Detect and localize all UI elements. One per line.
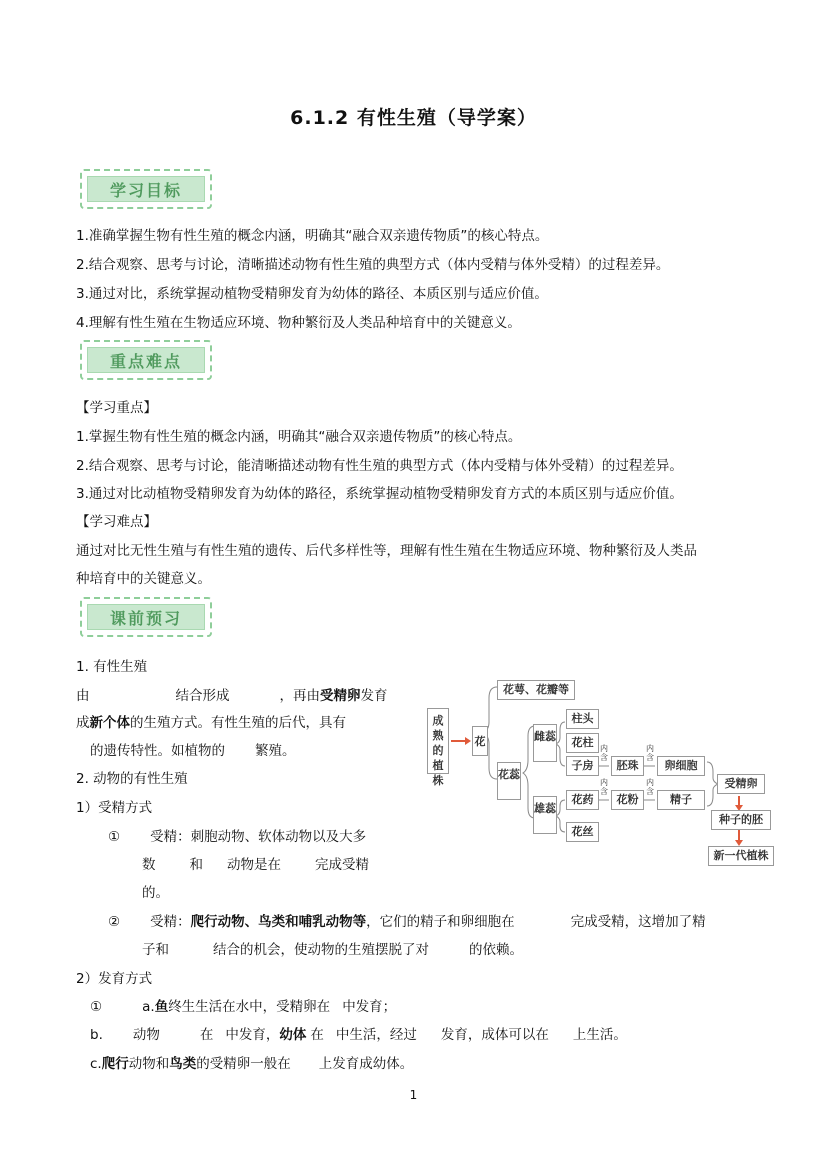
box-mature-plant: 成熟的植株 [427, 708, 449, 774]
q1-line-3: 的遗传特性。如植物的 繁殖。 [90, 743, 296, 759]
goal-2: 2.结合观察、思考与讨论，清晰描述动物有性生殖的典型方式（体内受精与体外受精）的过程差异。 [76, 257, 670, 273]
q2-fert-2-cont: 子和 结合的机会，使动物的生殖摆脱了对 的依赖。 [142, 942, 523, 958]
difficulty-heading: 【学习难点】 [76, 514, 157, 530]
q2-dev-2: b. 动物 在 中发育，幼体 在 中生活，经过 发育，成体可以在 上生活。 [90, 1027, 627, 1043]
q2-dev-3: c.爬行动物和鸟类的受精卵一般在 上发育成幼体。 [90, 1056, 414, 1072]
focus-3: 3.通过对比动植物受精卵发育为幼体的路径，系统掌握动植物受精卵发育方式的本质区别与适应价值。 [76, 486, 683, 502]
box-egg-cell: 卵细胞 [657, 756, 705, 776]
page-number: 1 [409, 1088, 418, 1102]
box-seed-embryo: 种子的胚 [711, 810, 771, 830]
goal-4: 4.理解有性生殖在生物适应环境、物种繁衍及人类品种培育中的关键意义。 [76, 315, 521, 331]
box-pollen: 花粉 [611, 790, 644, 810]
q1-line-1: 由 结合形成 ，再由受精卵发育 [76, 688, 388, 704]
section-badge-key-points [80, 340, 212, 380]
box-style: 花柱 [566, 733, 599, 753]
contains-note-1: 内含 [600, 744, 608, 762]
difficulty-line-2: 种培育中的关键意义。 [76, 571, 211, 587]
section-badge-preview-label: 课前预习 [87, 604, 205, 630]
flower-structure-diagram [425, 678, 785, 868]
q2-fert-2: ② 受精：爬行动物、鸟类和哺乳动物等，它们的精子和卵细胞在 完成受精，这增加了精 [108, 914, 706, 930]
contains-note-4: 内含 [646, 778, 654, 796]
q2-sub-1: 1）受精方式 [76, 800, 153, 816]
goal-3: 3.通过对比，系统掌握动植物受精卵发育为幼体的路径、本质区别与适应价值。 [76, 286, 548, 302]
box-anther: 花药 [566, 790, 599, 810]
q2-sub-2: 2）发育方式 [76, 971, 153, 987]
q1-title: 1. 有性生殖 [76, 659, 148, 675]
section-badge-goals [80, 169, 212, 209]
section-badge-key-points-label: 重点难点 [87, 347, 205, 373]
box-ovule: 胚珠 [611, 756, 644, 776]
box-zygote: 受精卵 [717, 774, 765, 794]
section-badge-goals-label: 学习目标 [87, 176, 205, 202]
focus-1: 1.掌握生物有性生殖的概念内涵，明确其“融合双亲遗传物质”的核心特点。 [76, 429, 522, 445]
box-ovary: 子房 [566, 756, 599, 776]
focus-2: 2.结合观察、思考与讨论，能清晰描述动物有性生殖的典型方式（体内受精与体外受精）的过程差异。 [76, 458, 683, 474]
q1-line-2: 成新个体的生殖方式。有性生殖的后代，具有 [76, 715, 346, 731]
page-title: 6.1.2 有性生殖（导学案） [290, 107, 537, 129]
goal-1: 1.准确掌握生物有性生殖的概念内涵，明确其“融合双亲遗传物质”的核心特点。 [76, 228, 549, 244]
box-stamen-pistil: 花蕊 [497, 762, 521, 800]
box-filament: 花丝 [566, 822, 599, 842]
box-petal-sepal: 花萼、花瓣等 [497, 680, 575, 700]
box-stigma: 柱头 [566, 709, 599, 729]
box-flower: 花 [472, 726, 488, 756]
box-new-plant: 新一代植株 [708, 846, 774, 866]
box-stamen: 雄蕊 [533, 796, 557, 834]
section-badge-preview [80, 597, 212, 637]
box-sperm: 精子 [657, 790, 705, 810]
contains-note-2: 内含 [646, 744, 654, 762]
q2-fert-1-end: 的。 [142, 885, 169, 901]
q2-title: 2. 动物的有性生殖 [76, 771, 188, 787]
q2-fert-1: ① 受精：刺胞动物、软体动物以及大多 [108, 829, 367, 845]
q2-dev-1: ① a.鱼终生生活在水中，受精卵在 中发育； [90, 999, 397, 1015]
q2-fert-1-cont: 数 和 动物是在 完成受精 [142, 857, 369, 873]
contains-note-3: 内含 [600, 778, 608, 796]
focus-heading: 【学习重点】 [76, 400, 157, 416]
box-pistil: 雌蕊 [533, 724, 557, 762]
diagram-connectors [425, 678, 785, 868]
difficulty-line-1: 通过对比无性生殖与有性生殖的遗传、后代多样性等，理解有性生殖在生物适应环境、物种繁衍及人类品 [76, 543, 697, 559]
